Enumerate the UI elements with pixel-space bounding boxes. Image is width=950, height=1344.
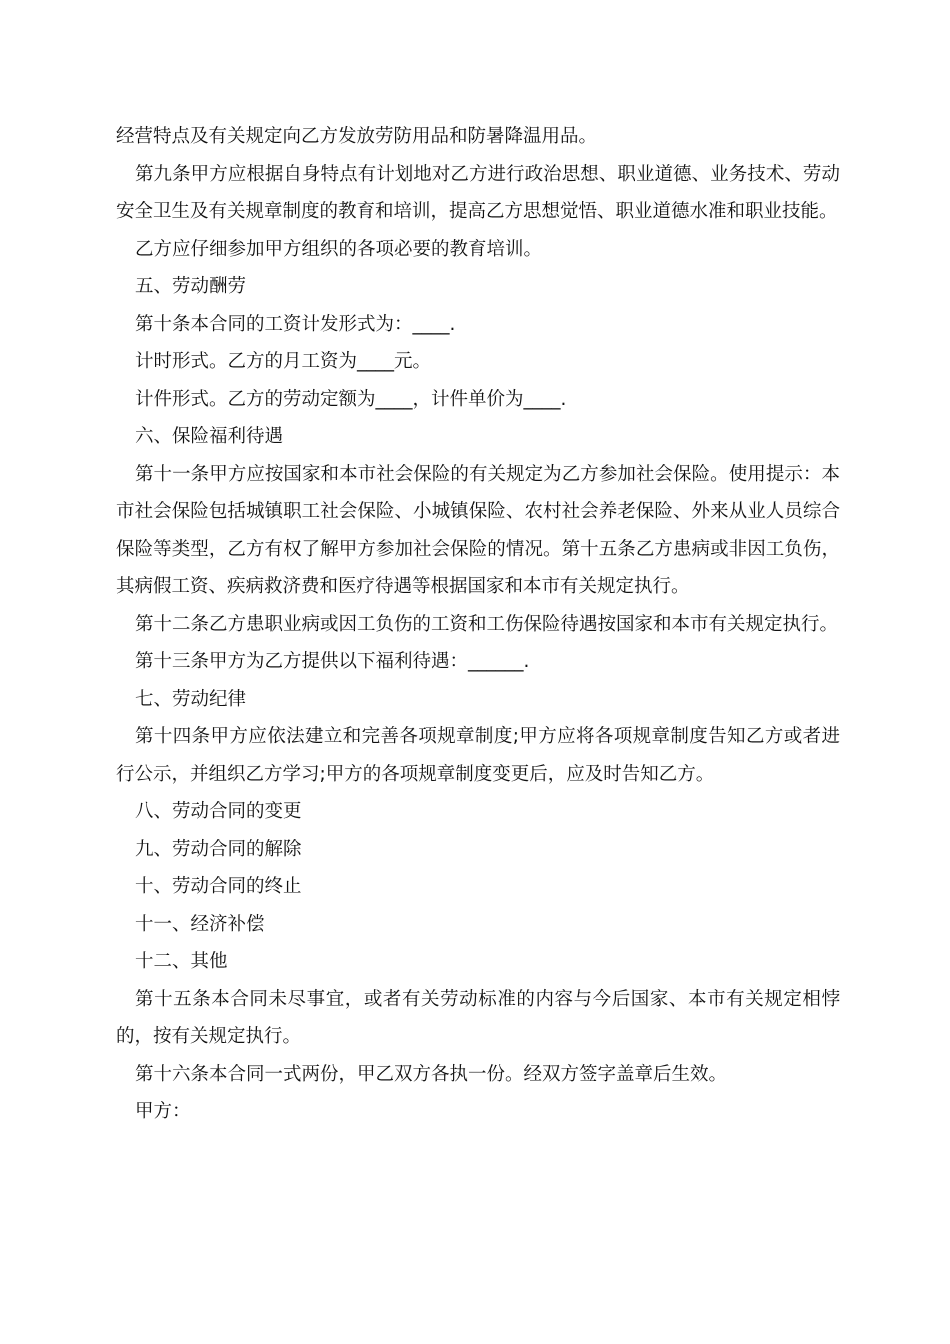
section-heading-other: 十二、其他 — [135, 951, 228, 972]
paragraph-article-10: 第十条本合同的工资计发形式为：____. — [135, 313, 456, 335]
paragraph-article-16: 第十六条本合同一式两份，甲乙双方各执一份。经双方签字盖章后生效。 — [135, 1063, 728, 1085]
paragraph-time-based: 计时形式。乙方的月工资为____元。 — [135, 351, 432, 372]
paragraph-training: 乙方应仔细参加甲方组织的各项必要的教育培训。 — [135, 238, 543, 260]
section-heading-termination: 九、劳动合同的解除 — [135, 838, 302, 860]
document-body — [116, 118, 840, 1131]
paragraph-article-12: 第十二条乙方患职业病或因工负伤的工资和工伤保险待遇按国家和本市有关规定执行。 — [135, 613, 839, 635]
paragraph-article-11: 第十一条甲方应按国家和本市社会保险的有关规定为乙方参加社会保险。使用提示：本市社会保险包括城镇职工社会保险、小城镇保险、农村社会养老保险、外来从业人员综合保险等类型，乙方有权了解甲方参加社会保险的情况。第十五条乙方患病或非因工负伤，其病假工资、疾病救济费和医疗待遇等根据国家和本市有关规定执行。 — [116, 463, 840, 597]
paragraph-continuation: 经营特点及有关规定向乙方发放劳防用品和防暑降温用品。 — [116, 126, 598, 147]
paragraph-article-9: 第九条甲方应根据自身特点有计划地对乙方进行政治思想、职业道德、业务技术、劳动安全卫生及有关规章制度的教育和培训，提高乙方思想觉悟、职业道德水准和职业技能。 — [116, 163, 840, 222]
signature-party-a-label: 甲方： — [135, 1101, 191, 1122]
section-heading-insurance: 六、保险福利待遇 — [135, 426, 284, 447]
section-heading-remuneration: 五、劳动酬劳 — [135, 276, 247, 297]
section-heading-discipline: 七、劳动纪律 — [135, 688, 247, 710]
paragraph-article-15: 第十五条本合同未尽事宜，或者有关劳动标准的内容与今后国家、本市有关规定相悖的，按有关规定执行。 — [116, 988, 840, 1047]
paragraph-article-13: 第十三条甲方为乙方提供以下福利待遇：______. — [135, 651, 530, 672]
paragraph-article-14: 第十四条甲方应依法建立和完善各项规章制度;甲方应将各项规章制度告知乙方或者进行公示，并组织乙方学习;甲方的各项规章制度变更后，应及时告知乙方。 — [116, 726, 840, 785]
section-heading-end: 十、劳动合同的终止 — [135, 876, 302, 897]
section-heading-compensation: 十一、经济补偿 — [135, 913, 265, 935]
section-heading-change: 八、劳动合同的变更 — [135, 801, 302, 822]
paragraph-piece-based: 计件形式。乙方的劳动定额为____，计件单价为____. — [135, 388, 567, 410]
